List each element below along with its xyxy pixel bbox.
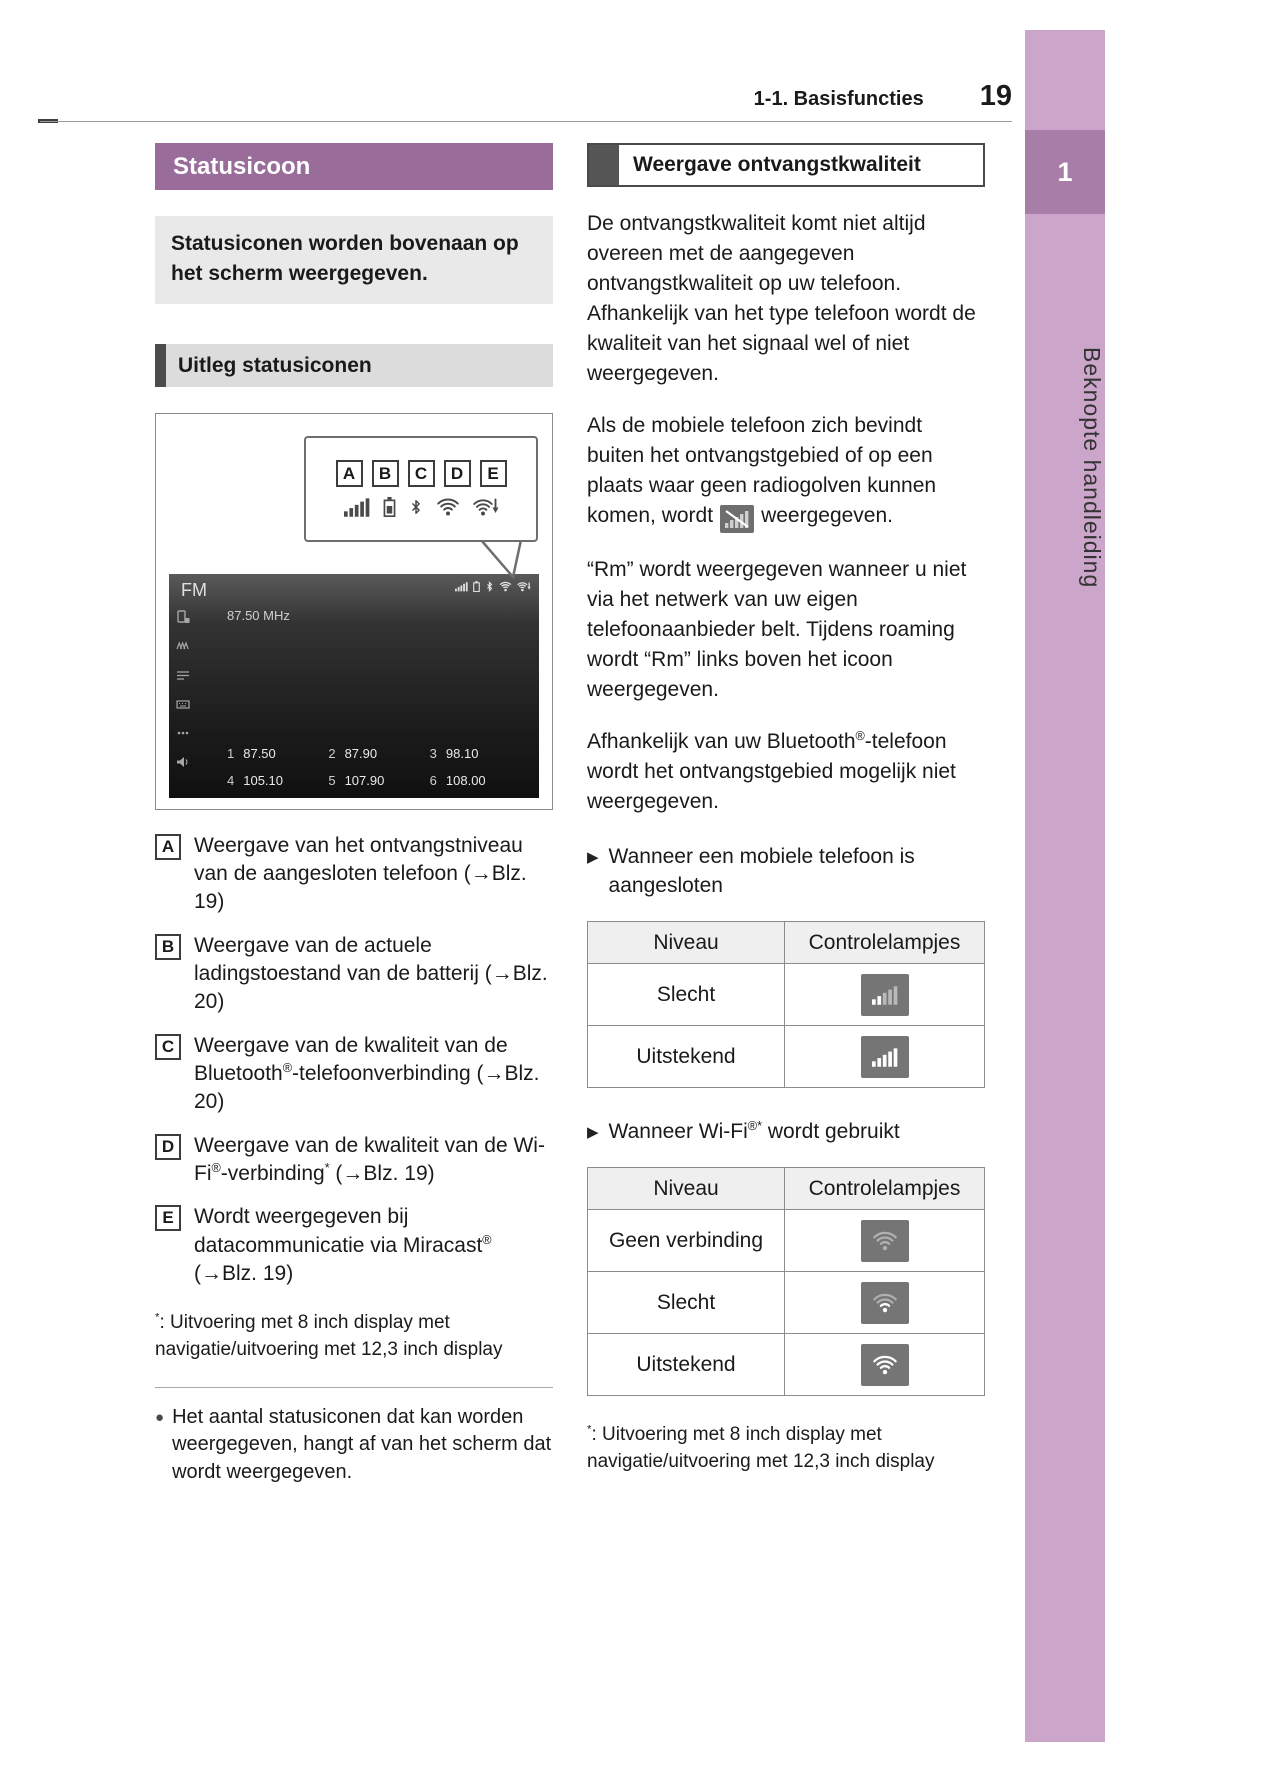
status-icons-figure <box>155 413 553 810</box>
divider <box>155 1387 553 1388</box>
bullet-text: Wanneer Wi-Fi®* wordt gebruikt <box>608 1119 900 1144</box>
footnote-mark: * <box>324 1161 330 1176</box>
item-letter: A <box>155 834 181 860</box>
speaker-icon <box>176 755 190 769</box>
signal-bars-icon <box>455 581 468 592</box>
table-row <box>588 1026 985 1088</box>
level-cell: Slecht <box>588 964 785 1026</box>
triangle-bullet-icon: ▶ <box>587 1124 599 1142</box>
note <box>155 1404 553 1487</box>
wifi-weak-icon <box>861 1282 909 1324</box>
list-item <box>155 832 553 917</box>
topic-title-box <box>587 143 985 187</box>
preset-button: 4 105.10 <box>227 772 283 788</box>
bullet-item <box>587 843 985 901</box>
triangle-bullet-icon: ▶ <box>587 849 599 867</box>
table-header: Niveau <box>588 1168 785 1210</box>
wifi-strong-icon <box>861 1344 909 1386</box>
no-signal-icon <box>720 505 754 533</box>
section-title: Statusicoon <box>155 143 553 190</box>
chapter-breadcrumb: 1-1. Basisfuncties <box>753 88 924 110</box>
subsection-title: Uitleg statusiconen <box>155 344 553 387</box>
level-cell: Uitstekend <box>588 1026 785 1088</box>
bullet-item <box>587 1118 985 1147</box>
miracast-icon <box>473 497 499 517</box>
keyboard-icon <box>176 697 190 711</box>
signal-weak-icon <box>861 974 909 1016</box>
phone-icon <box>176 610 190 624</box>
paragraph: De ontvangstkwaliteit komt niet altijd overeen met de aangegeven ontvangstkwaliteit op uw telefoon. Afhankelijk van het type telefoon wordt de kwaliteit van het signaal wel of niet weergegeven. <box>587 212 976 386</box>
screen-side-rail <box>176 610 190 769</box>
footnote-mark: * <box>587 1423 592 1436</box>
note-text: Het aantal statusiconen dat kan worden weergegeven, hangt af van het scherm dat wordt weergegeven. <box>172 1405 552 1484</box>
wifi-none-icon <box>861 1220 909 1262</box>
registered-mark: ®* <box>747 1119 762 1134</box>
screen-status-icons <box>455 581 531 592</box>
list-item <box>155 1032 553 1117</box>
list-item <box>155 1203 553 1288</box>
intro-box: Statusiconen worden bovenaan op het scherm weergegeven. <box>155 216 553 304</box>
indicator-cell <box>785 964 985 1026</box>
table-row <box>588 964 985 1026</box>
signal-level-table <box>587 921 985 1088</box>
legend-list <box>155 832 553 1289</box>
table-row <box>588 1210 985 1272</box>
text-list-icon <box>176 668 190 682</box>
footnote: *: Uitvoering met 8 inch display met navigatie/uitvoering met 12,3 inch display <box>587 1423 935 1472</box>
registered-mark: ® <box>211 1161 221 1176</box>
preset-button: 5 107.90 <box>328 772 385 788</box>
item-letter: B <box>155 934 181 960</box>
level-cell: Slecht <box>588 1272 785 1334</box>
item-letter: D <box>155 1134 181 1160</box>
indicator-cell <box>785 1210 985 1272</box>
note-bullet-icon: ● <box>155 1408 165 1426</box>
page-number: 19 <box>979 80 1012 112</box>
letter-box-a: A <box>336 460 363 487</box>
letter-box-d: D <box>444 460 471 487</box>
battery-icon <box>473 581 480 592</box>
footnote-mark: * <box>155 1312 160 1325</box>
item-text: Wordt weergegeven bij datacommunicatie via Miracast® (→Blz. 19) <box>194 1205 492 1286</box>
preset-grid <box>227 746 531 788</box>
registered-mark: ® <box>482 1232 492 1247</box>
sound-wave-icon <box>176 639 190 653</box>
letter-box-b: B <box>372 460 399 487</box>
registered-mark: ® <box>282 1061 293 1076</box>
callout-pointer <box>478 538 524 580</box>
footnote: *: Uitvoering met 8 inch display met navigatie/uitvoering met 12,3 inch display <box>155 1312 503 1360</box>
table-row <box>588 1334 985 1396</box>
left-column <box>155 143 553 1487</box>
level-cell: Uitstekend <box>588 1334 785 1396</box>
letter-box-e: E <box>480 460 507 487</box>
indicator-cell <box>785 1026 985 1088</box>
registered-mark: ® <box>855 729 865 744</box>
chapter-tab: 1 <box>1025 130 1105 214</box>
table-header: Niveau <box>588 922 785 964</box>
page-header <box>40 80 1012 113</box>
signal-strong-icon <box>861 1036 909 1078</box>
letter-box-c: C <box>408 460 435 487</box>
item-text: Weergave van de actuele ladingstoestand van de batterij (→Blz. 20) <box>194 933 548 1014</box>
preset-button: 2 87.90 <box>328 745 378 761</box>
callout-bubble <box>304 436 538 542</box>
header-rule <box>40 121 1012 122</box>
signal-bars-icon <box>344 497 370 517</box>
preset-button: 6 108.00 <box>429 772 486 788</box>
bluetooth-icon <box>409 497 423 517</box>
preset-button: 1 87.50 <box>227 745 276 761</box>
item-text: Weergave van de kwaliteit van de Bluetooth®-telefoonverbinding (→Blz. 20) <box>194 1033 540 1114</box>
preset-button: 3 98.10 <box>429 745 479 761</box>
wifi-level-table <box>587 1167 985 1396</box>
bullet-text: Wanneer een mobiele telefoon is aangesloten <box>608 845 915 898</box>
title-block-icon <box>589 145 619 185</box>
radio-frequency: 87.50 MHz <box>227 607 290 623</box>
wifi-icon <box>436 497 460 517</box>
item-text: Weergave van het ontvangstniveau van de aangesloten telefoon (→Blz. 19) <box>194 833 527 914</box>
indicator-cell <box>785 1272 985 1334</box>
radio-screen <box>169 574 539 798</box>
list-item <box>155 1132 553 1189</box>
item-letter: E <box>155 1205 181 1231</box>
table-header: Controlelampjes <box>785 1168 985 1210</box>
wifi-icon <box>499 581 512 592</box>
more-dots-icon <box>176 726 190 740</box>
battery-icon <box>383 497 396 517</box>
paragraph: Afhankelijk van uw Bluetooth®-telefoon wordt het ontvangstgebied mogelijk niet weergegeven. <box>587 729 956 814</box>
right-column <box>587 143 985 1475</box>
list-item <box>155 932 553 1017</box>
paragraph: “Rm” wordt weergegeven wanneer u niet via het netwerk van uw eigen telefoonaanbieder belt. Tijdens roaming wordt “Rm” links boven het icoon weergegeven. <box>587 558 967 702</box>
level-cell: Geen verbinding <box>588 1210 785 1272</box>
paragraph: Als de mobiele telefoon zich bevindt buiten het ontvangstgebied of op een plaats waar geen radiogolven kunnen komen, wordt weergegeven. <box>587 411 985 533</box>
table-header: Controlelampjes <box>785 922 985 964</box>
callout-letters <box>336 460 507 487</box>
item-letter: C <box>155 1034 181 1060</box>
callout-icons-row <box>344 497 499 517</box>
indicator-cell <box>785 1334 985 1396</box>
radio-band-label: FM <box>181 579 207 600</box>
bluetooth-icon <box>485 581 494 592</box>
chapter-tab-label: Beknopte handleiding <box>1079 347 1105 589</box>
table-row <box>588 1272 985 1334</box>
item-text: Weergave van de kwaliteit van de Wi-Fi®-verbinding* (→Blz. 19) <box>194 1133 545 1186</box>
topic-title: Weergave ontvangstkwaliteit <box>633 153 921 176</box>
miracast-icon <box>517 581 531 592</box>
